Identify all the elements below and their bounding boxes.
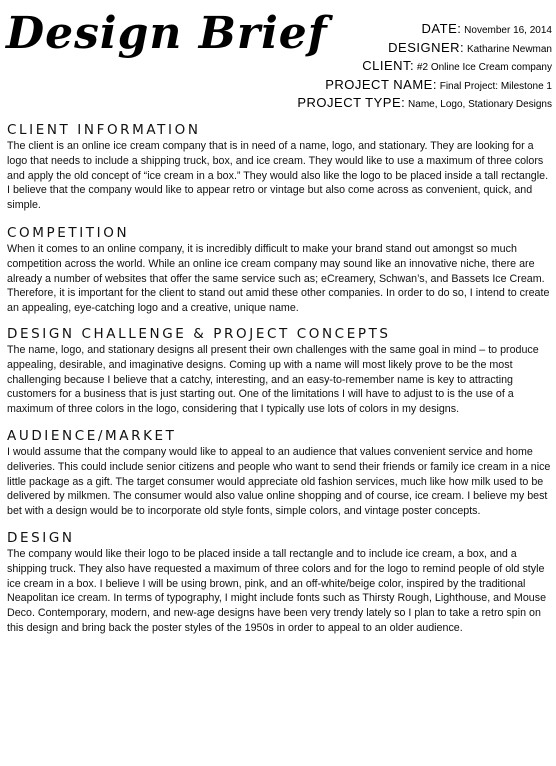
section-client-information <box>7 122 552 213</box>
section-text: When it comes to an online company, it is incredibly difficult to make your brand stand out amongst so much competition across the world. While an online ice cream company may sound like an innovative niche, there are already a number of websites that offer the same service such as; eCreamery, Schwan’s, and Bassets Ice Cream. Therefore, it is important for the client to stand out amid these other companies. In order to do so, I intend to create an appealing, eye-catching logo and a creative, unique name. <box>7 242 550 315</box>
section-heading: DESIGN CHALLENGE & PROJECT CONCEPTS <box>7 325 391 342</box>
date-row <box>297 21 552 40</box>
brief-body <box>7 122 552 647</box>
designer-row <box>297 40 552 59</box>
project-name-label: PROJECT NAME: <box>325 76 437 92</box>
section-design <box>7 530 552 636</box>
designer-value: Katharine Newman <box>466 43 552 55</box>
section-heading: CLIENT INFORMATION <box>7 122 201 138</box>
section-text: The company would like their logo to be placed inside a tall rectangle and to include ice cream, a box, and a shipping truck. They also have requested a maximum of three colors and for the logo to remind people of old style ice cream in a box. I believe I will be using brown, pink, and an off-white/beige color, inspired by the traditional Neapolitan ice cream. In terms of typography, I might include fonts such as Thirsty Rough, Lighthouse, and Mouse Deco. Contemporary, modern, and new-age designs have been very trendy lately so I plan to take a retro spin on this design and bring back the poster styles of the 1950s in order to appeal to an older audience. <box>7 547 547 634</box>
brief-meta <box>297 21 552 114</box>
section-design-challenge <box>7 326 552 417</box>
section-heading: AUDIENCE/MARKET <box>7 427 177 444</box>
project-name-value: Final Project: Milestone 1 <box>439 80 552 92</box>
project-type-label: PROJECT TYPE: <box>297 95 406 110</box>
section-competition <box>7 225 552 316</box>
client-value: #2 Online Ice Cream company <box>416 62 552 73</box>
document-title: Design Brief <box>6 8 328 59</box>
client-label: CLIENT: <box>362 58 415 73</box>
client-row <box>297 58 552 77</box>
section-text: The client is an online ice cream company that is in need of a name, logo, and stationary. They are looking for a logo that needs to include a shipping truck, box, and ice cream. They would like to use a maximum of three colors and apply the old concept of “ice cream in a box.” They would also like the logo to be placed inside a tall rectangle. I believe that the company would like to appear retro or vintage but also come across as convenient, quick, and simple. <box>7 140 549 212</box>
section-text: The name, logo, and stationary designs all present their own challenges with the same goal in mind – to produce appealing, desirable, and imaginative designs. Coming up with a name will most likely prove to be the most challenging because I believe that a catchy, interesting, and an easy-to-remember name is key to attracting customers for a business that is just starting out. One of the limitations I will have to adjust to is the use of a maximum of three colors in the logo, considering that I typically use lots of colors in my designs. <box>7 343 539 416</box>
project-type-row <box>297 95 552 114</box>
date-value: November 16, 2014 <box>464 25 552 36</box>
section-heading: DESIGN <box>7 529 75 546</box>
project-type-value: Name, Logo, Stationary Designs <box>408 99 552 110</box>
date-label: DATE: <box>421 21 462 36</box>
section-heading: COMPETITION <box>7 224 130 241</box>
designer-label: DESIGNER: <box>388 39 465 55</box>
project-name-row <box>297 77 552 96</box>
section-audience-market <box>7 428 552 519</box>
section-text: I would assume that the company would like to appeal to an audience that values convenient service and home deliveries. This could include senior citizens and people who want to send their friends or family ice cream in a nice little package as a gift. The target consumer would appreciate old fashion services, much like how milk used to be delivered by milkmen. The consumer would also value online shopping and of course, ice cream. I believe my best bet with a design would be to incorporate old style fonts, simple colors, and vintage poster concepts. <box>7 445 551 518</box>
